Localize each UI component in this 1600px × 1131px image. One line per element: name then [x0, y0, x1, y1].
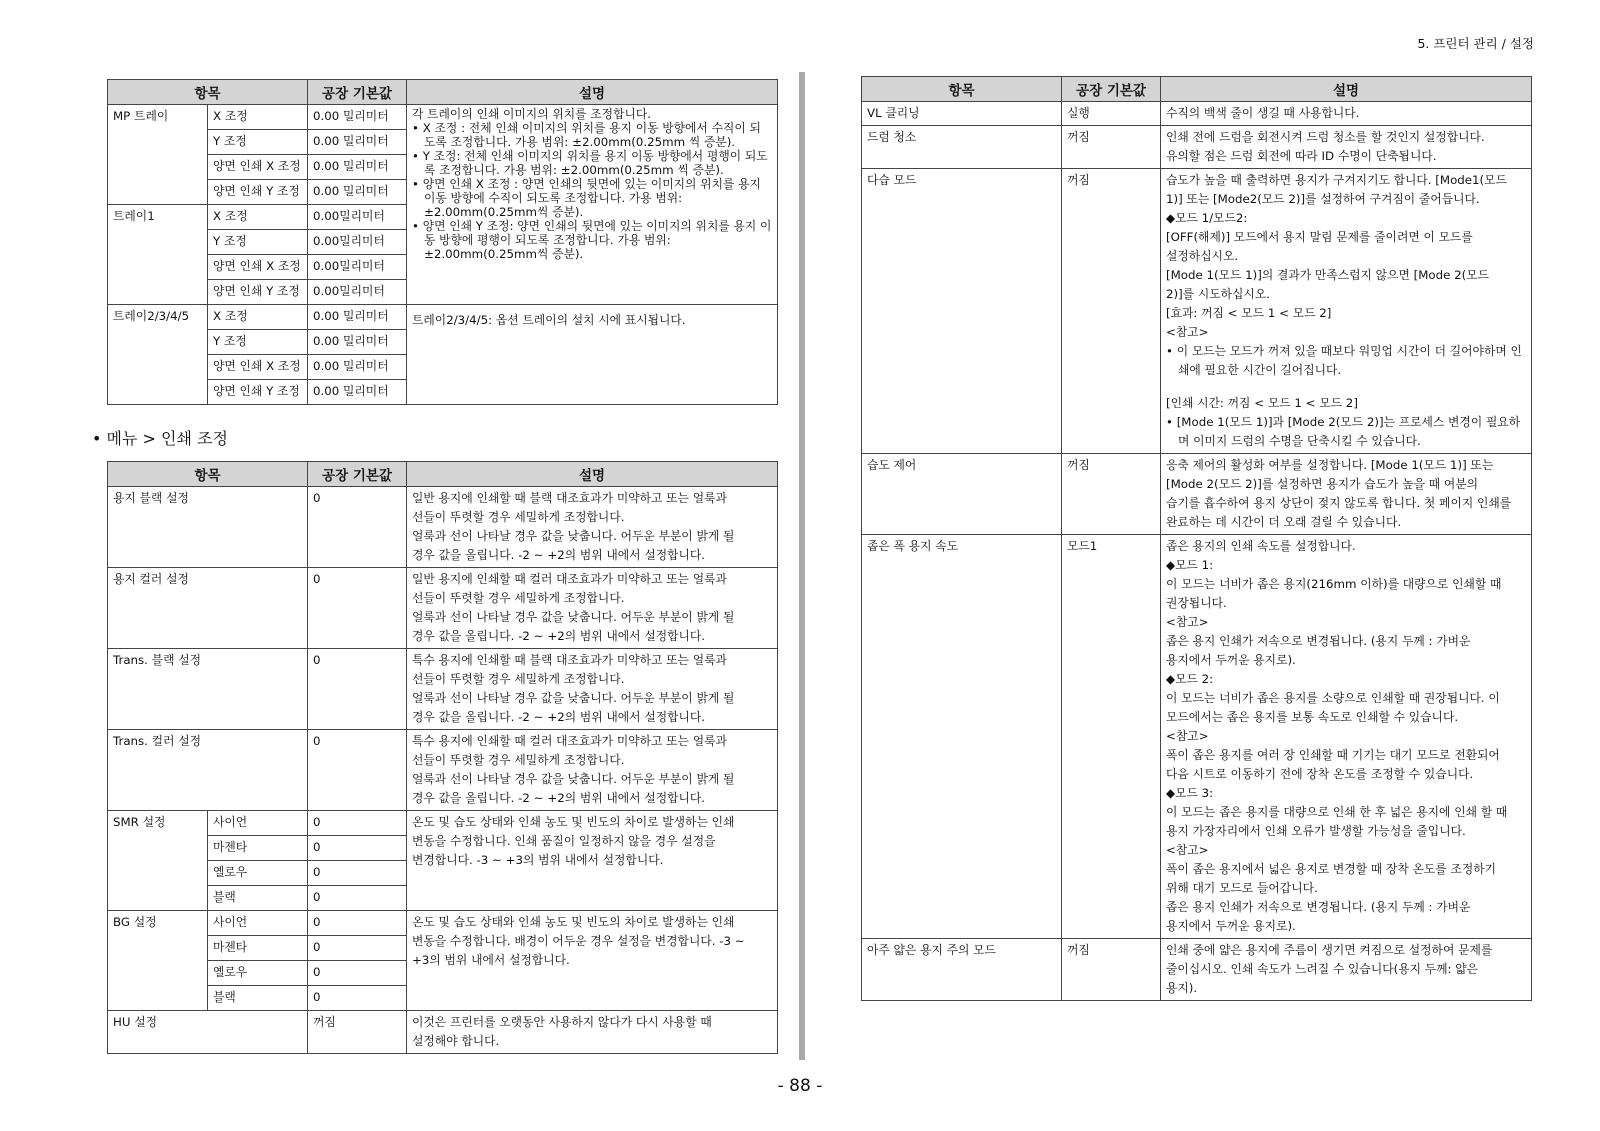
column-header-item: 항목	[108, 80, 308, 105]
description-line: 이 모드는 좁은 용지를 대량으로 인쇄 한 후 넓은 용지에 인쇄 할 때	[1166, 805, 1508, 819]
description-line: [Mode 2(모드 2)]를 설정하면 용지가 습도가 높을 때 여분의	[1166, 477, 1479, 491]
column-header-description: 설명	[407, 462, 778, 487]
description-line: 경우 값을 올립니다. -2 ~ +2의 범위 내에서 설정합니다.	[412, 629, 706, 643]
description-cell	[407, 811, 778, 911]
description-line: 좁은 용지의 인쇄 속도를 설정합니다.	[1166, 539, 1356, 553]
column-header-item: 항목	[862, 77, 1062, 102]
description-cell	[407, 487, 778, 568]
default-value: 0	[308, 487, 407, 568]
item-name: Trans. 컬러 설정	[108, 730, 308, 811]
description-line: <참고>	[1166, 615, 1209, 629]
default-value: 0	[308, 861, 407, 886]
description-line: 얼룩과 선이 나타날 경우 값을 낮춥니다. 어두운 부분이 밝게 될	[412, 610, 735, 624]
description-line: 선들이 뚜렷할 경우 세밀하게 조정합니다.	[412, 753, 625, 767]
description-line: 얼룩과 선이 나타날 경우 값을 낮춥니다. 어두운 부분이 밝게 될	[412, 529, 735, 543]
default-value: 꺼짐	[1062, 126, 1161, 169]
column-header-description: 설명	[407, 80, 778, 105]
item-name: 습도 제어	[862, 454, 1062, 535]
sub-item: 블랙	[208, 986, 308, 1011]
description-line: 좁은 용지 인쇄가 저속으로 변경됩니다. (용지 두께 : 가벼운	[1166, 900, 1471, 914]
sub-item: 마젠타	[208, 936, 308, 961]
description-line: 1)] 또는 [Mode2(모드 2)]를 설정하여 구겨짐이 줄어듭니다.	[1166, 192, 1480, 206]
column-header-item: 항목	[108, 462, 308, 487]
description-line: 선들이 뚜렷할 경우 세밀하게 조정합니다.	[412, 591, 625, 605]
description-line: 이것은 프린터를 오랫동안 사용하지 않다가 다시 사용할 때	[412, 1015, 712, 1029]
sub-item: 옐로우	[208, 861, 308, 886]
description-line: 각 트레이의 인쇄 이미지의 위치를 조정합니다.	[412, 107, 652, 121]
description-line: 줄이십시오. 인쇄 속도가 느려질 수 있습니다(용지 두께: 얇은	[1166, 962, 1479, 976]
table-row	[862, 454, 1532, 535]
description-line: 권장됩니다.	[1166, 596, 1227, 610]
default-value: 0.00 밀리미터	[308, 105, 407, 130]
description-line: 용지 가장자리에서 인쇄 오류가 발생할 가능성을 줄입니다.	[1166, 824, 1466, 838]
default-value: 실행	[1062, 102, 1161, 126]
description-line: ◆모드 1/모드2:	[1166, 211, 1248, 225]
description-line: 경우 값을 올립니다. -2 ~ +2의 범위 내에서 설정합니다.	[412, 791, 706, 805]
description-line: 완료하는 데 시간이 더 오래 걸릴 수 있습니다.	[1166, 515, 1402, 529]
table-row	[108, 911, 778, 936]
table-row	[108, 649, 778, 730]
description-line: 변동을 수정합니다. 인쇄 품질이 일정하지 않을 경우 설정을	[412, 834, 716, 848]
table-row	[108, 568, 778, 649]
description-line: ◆모드 2:	[1166, 672, 1214, 686]
description-line: [Mode 1(모드 1)]의 결과가 만족스럽지 않으면 [Mode 2(모드	[1166, 268, 1489, 282]
default-value: 0	[308, 649, 407, 730]
description-line: 수직의 백색 줄이 생길 때 사용합니다.	[1166, 106, 1360, 120]
default-value: 0.00 밀리미터	[308, 380, 407, 405]
description-cell	[1161, 535, 1532, 939]
description-line: 특수 용지에 인쇄할 때 컬러 대조효과가 미약하고 또는 얼룩과	[412, 734, 727, 748]
description-line: [OFF(해제)] 모드에서 용지 말림 문제를 줄이려면 이 모드를	[1166, 230, 1473, 244]
description-cell	[407, 911, 778, 1011]
description-line: 인쇄 중에 얇은 용지에 주름이 생기면 켜짐으로 설정하여 문제를	[1166, 943, 1493, 957]
default-value: 0	[308, 886, 407, 911]
description-line: 용지).	[1166, 981, 1198, 995]
description-line: [인쇄 시간: 꺼짐 < 모드 1 < 모드 2]	[1166, 396, 1358, 410]
page-divider	[799, 72, 805, 1060]
item-name: 용지 블랙 설정	[108, 487, 308, 568]
default-value: 0.00 밀리미터	[308, 180, 407, 205]
item-name: HU 설정	[108, 1011, 308, 1054]
print-adjust-table	[107, 461, 778, 1054]
sub-item: Y 조정	[208, 330, 308, 355]
sub-item: 양면 인쇄 X 조정	[208, 155, 308, 180]
item-name: 용지 컬러 설정	[108, 568, 308, 649]
description-line: 특수 용지에 인쇄할 때 블랙 대조효과가 미약하고 또는 얼룩과	[412, 653, 727, 667]
table-row	[862, 939, 1532, 1001]
maintenance-table	[861, 76, 1532, 1001]
description-line: 모드에서는 좁은 용지를 보통 속도로 인쇄할 수 있습니다.	[1166, 710, 1459, 724]
default-value: 0.00 밀리미터	[308, 330, 407, 355]
sub-item: 사이언	[208, 811, 308, 836]
default-value: 0	[308, 811, 407, 836]
description-line: 응축 제어의 활성화 여부를 설정합니다. [Mode 1(모드 1)] 또는	[1166, 458, 1494, 472]
default-value: 0	[308, 936, 407, 961]
description-line: 위해 대기 모드로 들어갑니다.	[1166, 881, 1318, 895]
description-cell	[407, 1011, 778, 1054]
column-header-default: 공장 기본값	[308, 80, 407, 105]
description-line	[1166, 380, 1526, 394]
sub-item: 양면 인쇄 Y 조정	[208, 380, 308, 405]
description-cell	[1161, 454, 1532, 535]
description-line: 다음 시트로 이동하기 전에 장착 온도를 조정할 수 있습니다.	[1166, 767, 1474, 781]
default-value: 0.00밀리미터	[308, 280, 407, 305]
default-value: 0.00밀리미터	[308, 230, 407, 255]
default-value: 0.00밀리미터	[308, 205, 407, 230]
description-line: 2)]를 시도하십시오.	[1166, 287, 1270, 301]
sub-item: Y 조정	[208, 230, 308, 255]
sub-item: 양면 인쇄 Y 조정	[208, 280, 308, 305]
description-cell	[407, 649, 778, 730]
description-line: • Y 조정: 전체 인쇄 이미지의 위치를 용지 이동 방향에서 평행이 되도록 조정합니다. 가용 범위: ±2.00mm(0.25mm 씩 증분).	[412, 149, 768, 177]
description-line: 용지에서 두꺼운 용지로).	[1166, 919, 1296, 933]
table-row	[108, 1011, 778, 1054]
sub-item: X 조정	[208, 305, 308, 330]
table-row	[108, 487, 778, 568]
description-line: <참고>	[1166, 729, 1209, 743]
description-line: 일반 용지에 인쇄할 때 컬러 대조효과가 미약하고 또는 얼룩과	[412, 572, 727, 586]
description-cell	[407, 568, 778, 649]
description-line: 얼룩과 선이 나타날 경우 값을 낮춥니다. 어두운 부분이 밝게 될	[412, 772, 735, 786]
sub-item: 옐로우	[208, 961, 308, 986]
sub-item: 블랙	[208, 886, 308, 911]
description-line: 온도 및 습도 상태와 인쇄 농도 및 빈도의 차이로 발생하는 인쇄	[412, 815, 735, 829]
description-line: 습도가 높을 때 출력하면 용지가 구겨지기도 합니다. [Mode1(모드	[1166, 173, 1507, 187]
description-line: +3의 범위 내에서 설정합니다.	[412, 953, 570, 967]
column-header-default: 공장 기본값	[1062, 77, 1161, 102]
sub-item: X 조정	[208, 205, 308, 230]
description-line: 폭이 좁은 용지에서 넓은 용지로 변경할 때 장착 온도를 조정하기	[1166, 862, 1497, 876]
default-value: 꺼짐	[308, 1011, 407, 1054]
item-name: 아주 얇은 용지 주의 모드	[862, 939, 1062, 1001]
item-name: 드럼 청소	[862, 126, 1062, 169]
table-row	[862, 126, 1532, 169]
default-value: 0	[308, 961, 407, 986]
sub-item: Y 조정	[208, 130, 308, 155]
default-value: 모드1	[1062, 535, 1161, 939]
sub-item: 양면 인쇄 Y 조정	[208, 180, 308, 205]
description-line: 변동을 수정합니다. 배경이 어두운 경우 설정을 변경합니다. -3 ~	[412, 934, 745, 948]
item-name: BG 설정	[108, 911, 208, 1011]
description-line: 폭이 좁은 용지를 여러 장 인쇄할 때 기기는 대기 모드로 전환되어	[1166, 748, 1500, 762]
description-line: 트레이2/3/4/5: 옵션 트레이의 설치 시에 표시됩니다.	[412, 313, 686, 327]
description-line: ◆모드 1:	[1166, 558, 1214, 572]
description-cell	[1161, 102, 1532, 126]
default-value: 꺼짐	[1062, 939, 1161, 1001]
description-line: 용지에서 두꺼운 용지로).	[1166, 653, 1296, 667]
item-name: 좁은 폭 용지 속도	[862, 535, 1062, 939]
description-line: 설정하십시오.	[1166, 249, 1239, 263]
description-cell	[407, 105, 778, 305]
default-value: 꺼짐	[1062, 454, 1161, 535]
description-cell	[1161, 939, 1532, 1001]
description-line: 일반 용지에 인쇄할 때 블랙 대조효과가 미약하고 또는 얼룩과	[412, 491, 727, 505]
default-value: 0.00밀리미터	[308, 255, 407, 280]
table-row	[108, 105, 778, 130]
default-value: 0	[308, 836, 407, 861]
table-header	[108, 462, 778, 487]
default-value: 0.00 밀리미터	[308, 155, 407, 180]
description-cell	[1161, 169, 1532, 454]
section-title: • 메뉴 > 인쇄 조정	[92, 429, 228, 448]
item-name: Trans. 블랙 설정	[108, 649, 308, 730]
description-line: 경우 값을 올립니다. -2 ~ +2의 범위 내에서 설정합니다.	[412, 548, 706, 562]
default-value: 0.00 밀리미터	[308, 130, 407, 155]
sub-item: 마젠타	[208, 836, 308, 861]
description-line: • 양면 인쇄 Y 조정: 양면 인쇄의 뒷면에 있는 이미지의 위치를 용지 이동 방향에 평행이 되도록 조정합니다. 가용 범위: ±2.00mm(0.25mm씩 증분).	[412, 219, 772, 261]
description-line: 선들이 뚜렷할 경우 세밀하게 조정합니다.	[412, 672, 625, 686]
description-line: • 이 모드는 모드가 꺼져 있을 때보다 워밍업 시간이 더 길어야하며 인쇄에 필요한 시간이 길어집니다.	[1166, 344, 1522, 377]
item-name: SMR 설정	[108, 811, 208, 911]
item-name: 트레이2/3/4/5	[108, 305, 208, 405]
item-name: 다습 모드	[862, 169, 1062, 454]
default-value: 0	[308, 568, 407, 649]
table-row	[862, 169, 1532, 454]
description-line: ◆모드 3:	[1166, 786, 1214, 800]
section-header: 5. 프린터 관리 / 설정	[1417, 36, 1534, 51]
default-value: 0.00 밀리미터	[308, 355, 407, 380]
description-line: 습기를 흡수하여 용지 상단이 젖지 않도록 합니다. 첫 페이지 인쇄를	[1166, 496, 1512, 510]
sub-item: 사이언	[208, 911, 308, 936]
sub-item: 양면 인쇄 X 조정	[208, 355, 308, 380]
item-name: 트레이1	[108, 205, 208, 305]
description-line: 선들이 뚜렷할 경우 세밀하게 조정합니다.	[412, 510, 625, 524]
page-number: - 88 -	[777, 1076, 823, 1096]
description-line: • 양면 인쇄 X 조정 : 양면 인쇄의 뒷면에 있는 이미지의 위치를 용지 이동 방향에 수직이 되도록 조정합니다. 가용 범위: ±2.00mm(0.25mm씩 증분).	[412, 177, 761, 219]
item-name: VL 클리닝	[862, 102, 1062, 126]
description-line: [효과: 꺼짐 < 모드 1 < 모드 2]	[1166, 306, 1332, 320]
description-line: <참고>	[1166, 843, 1209, 857]
column-header-description: 설명	[1161, 77, 1532, 102]
default-value: 0	[308, 911, 407, 936]
default-value: 꺼짐	[1062, 169, 1161, 454]
description-line: 좁은 용지 인쇄가 저속으로 변경됩니다. (용지 두께 : 가벼운	[1166, 634, 1471, 648]
description-line: • X 조정 : 전체 인쇄 이미지의 위치를 용지 이동 방향에서 수직이 되도록 조정합니다. 가용 범위: ±2.00mm(0.25mm 씩 증분).	[412, 121, 761, 149]
description-line: 온도 및 습도 상태와 인쇄 농도 및 빈도의 차이로 발생하는 인쇄	[412, 915, 735, 929]
description-line: 유의할 점은 드럼 회전에 따라 ID 수명이 단축됩니다.	[1166, 149, 1437, 163]
description-line: 경우 값을 올립니다. -2 ~ +2의 범위 내에서 설정합니다.	[412, 710, 706, 724]
description-line: • [Mode 1(모드 1)]과 [Mode 2(모드 2)]는 프로세스 변경이 필요하며 이미지 드럼의 수명을 단축시킬 수 있습니다.	[1166, 415, 1521, 448]
description-line: <참고>	[1166, 325, 1209, 339]
table-header	[108, 80, 778, 105]
table-row	[108, 730, 778, 811]
default-value: 0	[308, 730, 407, 811]
table-row	[108, 305, 778, 330]
description-cell	[407, 305, 778, 405]
description-line: 이 모드는 너비가 좁은 용지(216mm 이하)를 대량으로 인쇄할 때	[1166, 577, 1502, 591]
description-cell	[407, 730, 778, 811]
table-header	[862, 77, 1532, 102]
sub-item: X 조정	[208, 105, 308, 130]
sub-item: 양면 인쇄 X 조정	[208, 255, 308, 280]
table-row	[862, 535, 1532, 939]
description-line: 인쇄 전에 드럼을 회전시켜 드럼 청소를 할 것인지 설정합니다.	[1166, 130, 1485, 144]
description-cell	[1161, 126, 1532, 169]
description-line: 변경합니다. -3 ~ +3의 범위 내에서 설정합니다.	[412, 853, 664, 867]
description-line: 설정해야 합니다.	[412, 1034, 500, 1048]
column-header-default: 공장 기본값	[308, 462, 407, 487]
tray-adjust-table	[107, 79, 778, 405]
default-value: 0	[308, 986, 407, 1011]
description-line: 얼룩과 선이 나타날 경우 값을 낮춥니다. 어두운 부분이 밝게 될	[412, 691, 735, 705]
table-row	[108, 811, 778, 836]
default-value: 0.00 밀리미터	[308, 305, 407, 330]
item-name: MP 트레이	[108, 105, 208, 205]
description-line: 이 모드는 너비가 좁은 용지를 소량으로 인쇄할 때 권장됩니다. 이	[1166, 691, 1500, 705]
table-row	[862, 102, 1532, 126]
